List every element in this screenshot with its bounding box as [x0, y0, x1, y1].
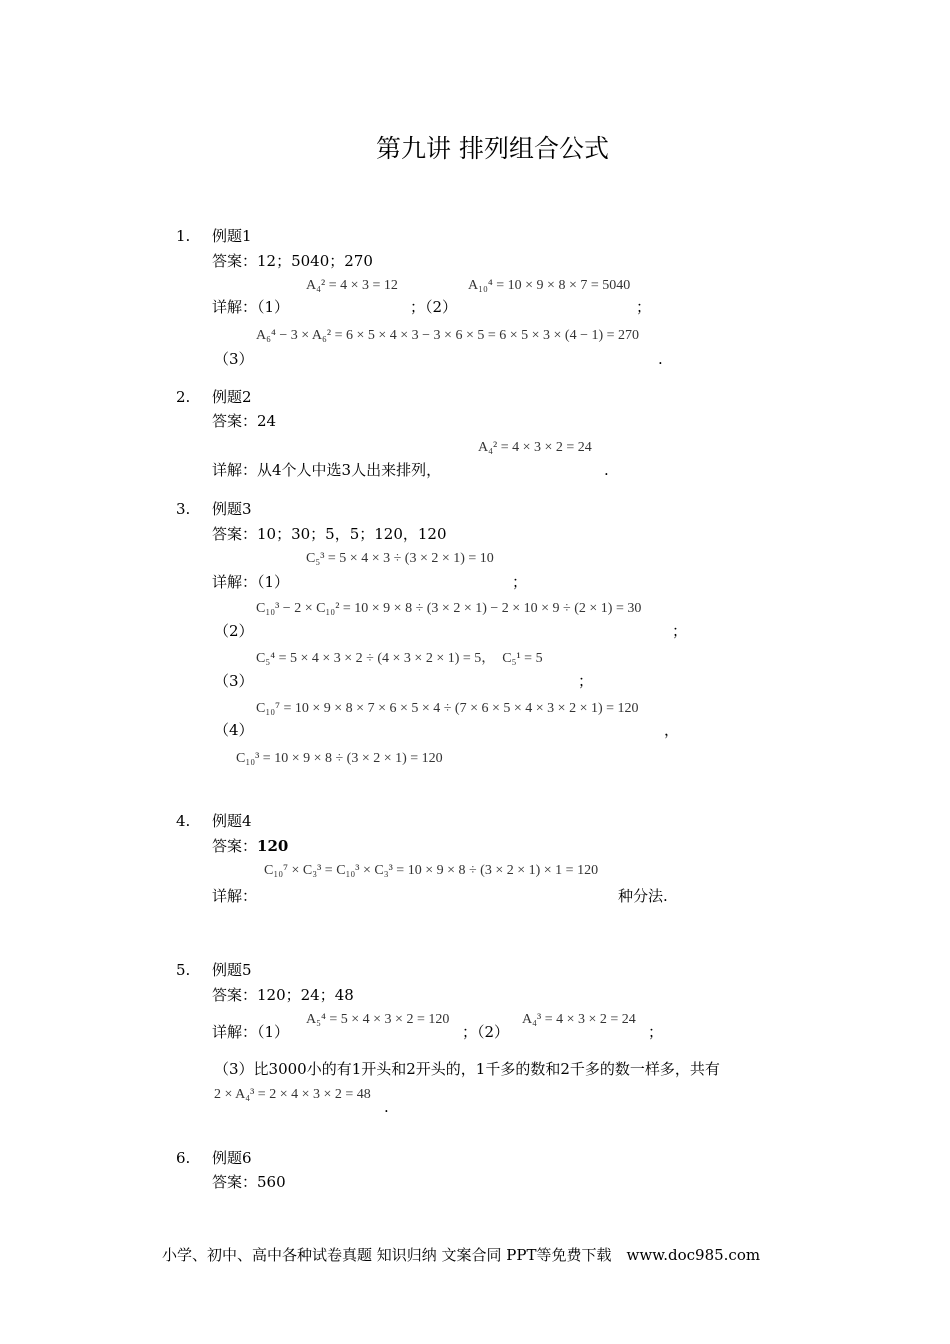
formula: A₆⁴ − 3 × A₆² = 6 × 5 × 4 × 3 − 3 × 6 × 5 = 6 × 5 × 3 × (4 − 1) = 270	[256, 328, 640, 343]
problem-number: 2.	[176, 388, 191, 406]
separator-text: ；	[648, 1023, 664, 1041]
formula: C₅⁴ = 5 × 4 × 3 × 2 ÷ (4 × 3 × 2 × 1) = 5， C₅¹ = 5	[256, 651, 543, 666]
answer-line: 答案：120；24；48	[212, 986, 354, 1004]
answer-line: 答案：560	[212, 1173, 286, 1191]
formula: A₄² = 4 × 3 × 2 = 24	[478, 440, 592, 455]
problem-heading: 例题3	[212, 500, 252, 518]
separator-text: ，	[664, 721, 680, 739]
explanation-label: 详解：	[212, 887, 258, 905]
problem-number: 5.	[176, 961, 191, 979]
explanation-label: （3）	[214, 350, 254, 368]
page-footer: 小学、初中、高中各种试卷真题 知识归纳 文案合同 PPT等免费下载 www.doc985.com	[162, 1246, 761, 1264]
explanation-label: 详解：（1）	[212, 1023, 290, 1041]
separator-text: ；	[672, 622, 688, 640]
formula: C₁₀⁷ × C₃³ = C₁₀³ × C₃³ = 10 × 9 × 8 ÷ (3 × 2 × 1) × 1 = 120	[264, 863, 599, 878]
explanation-label: （4）	[214, 721, 254, 739]
separator-text: ；（2）	[410, 298, 458, 316]
period: .	[604, 461, 609, 479]
separator-text: ；	[636, 298, 652, 316]
answer-line: 答案：10；30；5，5；120，120	[212, 525, 447, 543]
explanation-text: （3）比3000小的有1开头和2开头的，1千多的数和2千多的数一样多，共有	[214, 1060, 720, 1078]
explanation-label: （3）	[214, 672, 254, 690]
problem-number: 6.	[176, 1149, 191, 1167]
problem-number: 1.	[176, 227, 191, 245]
formula: A₁₀⁴ = 10 × 9 × 8 × 7 = 5040	[468, 278, 631, 293]
answer-value: 120	[257, 837, 289, 855]
answer-line: 答案：12；5040；270	[212, 252, 373, 270]
problem-heading: 例题6	[212, 1149, 252, 1167]
answer-line	[212, 839, 288, 854]
problem-number: 4.	[176, 812, 191, 830]
explanation-text: 详解：从4个人中选3人出来排列，	[212, 461, 442, 479]
problem-heading: 例题5	[212, 961, 252, 979]
formula: A₅⁴ = 5 × 4 × 3 × 2 = 120	[306, 1012, 450, 1027]
explanation-label: （2）	[214, 622, 254, 640]
explanation-label: 详解：（1）	[212, 298, 290, 316]
period: .	[384, 1098, 389, 1116]
formula: 2 × A₄³ = 2 × 4 × 3 × 2 = 48	[214, 1087, 371, 1102]
separator-text: ；（2）	[462, 1023, 510, 1041]
formula: A₄² = 4 × 3 = 12	[306, 278, 398, 293]
formula: C₁₀³ − 2 × C₁₀² = 10 × 9 × 8 ÷ (3 × 2 × 1) − 2 × 10 × 9 ÷ (2 × 1) = 30	[256, 601, 642, 616]
separator-text: ；	[512, 573, 528, 591]
problem-heading: 例题2	[212, 388, 252, 406]
page-title: 第九讲 排列组合公式	[376, 134, 609, 163]
period: .	[658, 350, 663, 368]
formula: A₄³ = 4 × 3 × 2 = 24	[522, 1012, 636, 1027]
answer-line: 答案：24	[212, 412, 277, 430]
problem-heading: 例题4	[212, 812, 252, 830]
explanation-tail: 种分法.	[618, 887, 668, 905]
formula: C₅³ = 5 × 4 × 3 ÷ (3 × 2 × 1) = 10	[306, 551, 494, 566]
explanation-label: 详解：（1）	[212, 573, 290, 591]
problem-heading: 例题1	[212, 227, 252, 245]
separator-text: ；	[578, 672, 594, 690]
problem-number: 3.	[176, 500, 191, 518]
formula: C₁₀³ = 10 × 9 × 8 ÷ (3 × 2 × 1) = 120	[236, 751, 443, 766]
answer-label: 答案：	[212, 837, 258, 855]
formula: C₁₀⁷ = 10 × 9 × 8 × 7 × 6 × 5 × 4 ÷ (7 × 6 × 5 × 4 × 3 × 2 × 1) = 120	[256, 701, 639, 716]
